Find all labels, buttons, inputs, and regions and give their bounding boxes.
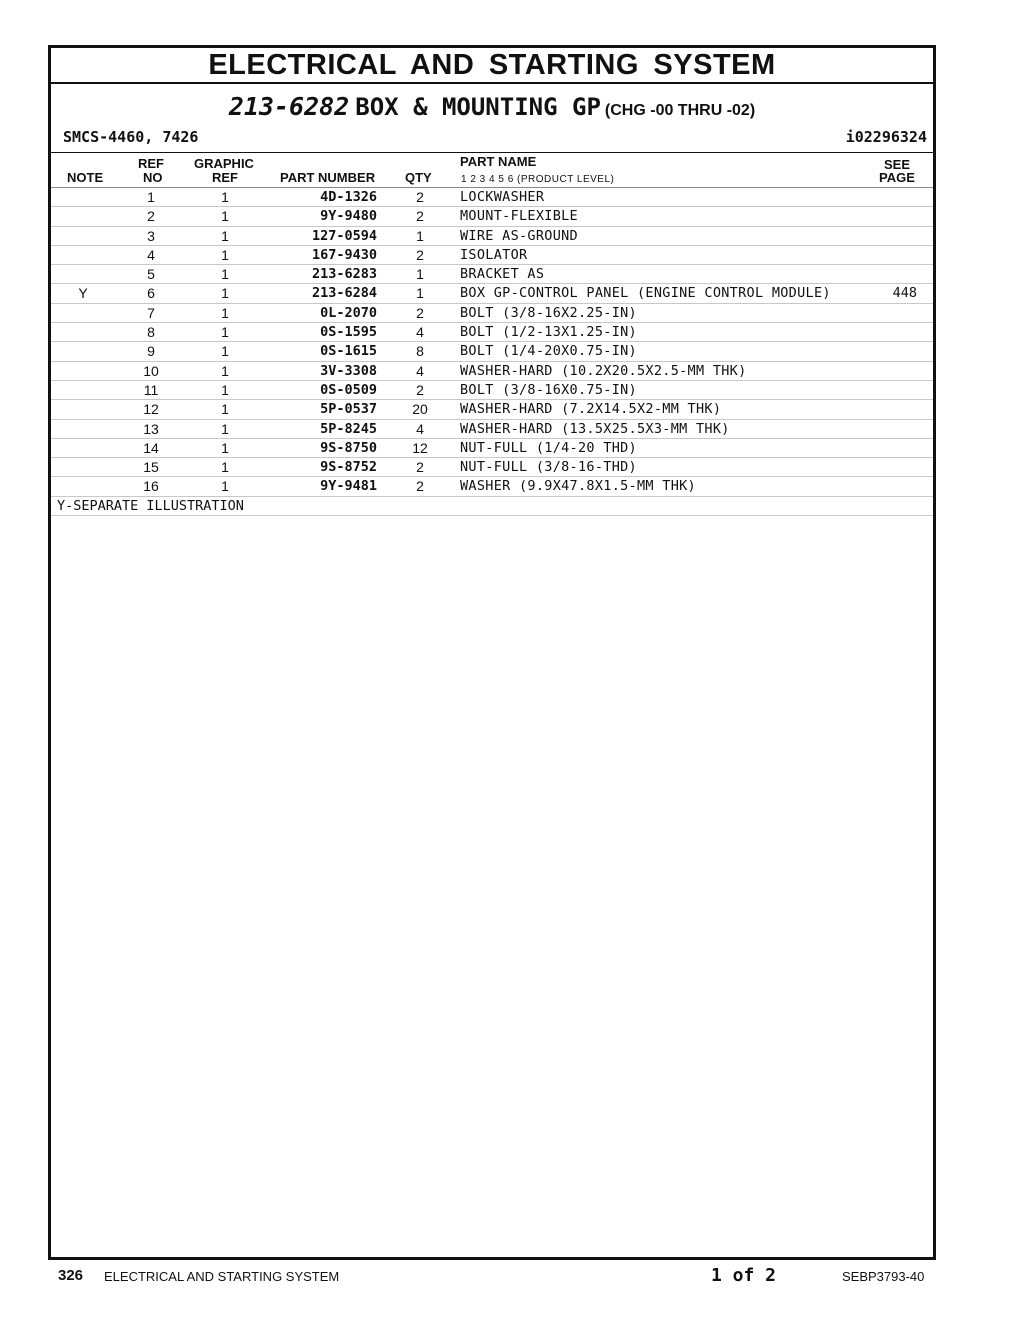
qty-cell: 2	[416, 304, 424, 321]
column-header	[51, 153, 933, 188]
ref-no-cell: 2	[147, 208, 155, 225]
qty-cell: 1	[416, 227, 424, 244]
part-name-cell: NUT-FULL (3/8-16-THD)	[460, 459, 637, 476]
graphic-ref-cell: 1	[221, 304, 229, 321]
ref-no-cell: 9	[147, 343, 155, 360]
qty-cell: 2	[416, 189, 424, 205]
part-number-cell: 213-6284	[311, 285, 377, 302]
qty-cell: 2	[416, 459, 424, 476]
ref-no-cell: 4	[147, 246, 155, 263]
col-note: NOTE	[67, 170, 104, 185]
part-name-cell: BRACKET AS	[460, 266, 545, 283]
ref-no-cell: 11	[143, 381, 159, 398]
part-number-cell: 9Y-9481	[320, 478, 377, 495]
product-levels: 1 2 3 4 5 6 (PRODUCT LEVEL)	[461, 174, 615, 185]
col-ref-top: REF	[138, 156, 164, 171]
graphic-ref-cell: 1	[221, 266, 229, 283]
graphic-ref-cell: 1	[221, 420, 229, 437]
qty-cell: 2	[416, 246, 424, 263]
ref-no-cell: 8	[147, 324, 155, 341]
qty-cell: 8	[416, 343, 424, 360]
graphic-ref-cell: 1	[221, 324, 229, 341]
table-row	[51, 284, 933, 303]
change-range: (CHG -00 THRU -02)	[604, 102, 756, 119]
page-footer	[0, 1265, 1020, 1289]
ref-no-cell: 15	[143, 459, 159, 476]
illustration-id: i02296324	[845, 128, 927, 146]
table-row	[51, 458, 933, 477]
part-number-cell: 0S-1595	[320, 324, 377, 341]
col-graphic-bottom: REF	[212, 170, 238, 185]
part-name-cell: WIRE AS-GROUND	[460, 227, 578, 244]
graphic-ref-cell: 1	[221, 208, 229, 225]
ref-no-cell: 5	[147, 266, 155, 283]
part-number-cell: 0S-0509	[320, 381, 377, 398]
qty-cell: 12	[412, 439, 428, 456]
qty-cell: 4	[416, 420, 424, 437]
graphic-ref-cell: 1	[221, 459, 229, 476]
group-part-number: 213-6282	[228, 92, 350, 121]
part-name-cell: NUT-FULL (1/4-20 THD)	[460, 439, 637, 456]
part-number-cell: 9Y-9480	[320, 208, 377, 225]
graphic-ref-cell: 1	[221, 189, 229, 205]
part-name-cell: BOX GP-CONTROL PANEL (ENGINE CONTROL MODULE)	[460, 285, 831, 302]
part-name-cell: WASHER (9.9X47.8X1.5-MM THK)	[460, 478, 696, 495]
ref-no-cell: 12	[143, 401, 159, 418]
graphic-ref-cell: 1	[221, 401, 229, 418]
group-subtitle	[51, 84, 933, 124]
part-name-cell: BOLT (1/2-13X1.25-IN)	[460, 324, 637, 341]
part-number-cell: 4D-1326	[320, 189, 377, 205]
col-see-top: SEE	[884, 157, 911, 172]
col-part-number: PART NUMBER	[280, 170, 376, 185]
part-number-cell: 167-9430	[311, 246, 377, 263]
doc-id: SEBP3793-40	[842, 1269, 925, 1284]
parts-list-frame	[48, 45, 936, 1260]
table-row	[51, 362, 933, 381]
part-number-cell: 0S-1615	[320, 343, 377, 360]
part-name-cell: WASHER-HARD (10.2X20.5X2.5-MM THK)	[460, 362, 747, 379]
ref-no-cell: 3	[147, 227, 155, 244]
part-name-cell: MOUNT-FLEXIBLE	[460, 208, 578, 225]
qty-cell: 2	[416, 478, 424, 495]
table-row	[51, 420, 933, 439]
part-number-cell: 9S-8750	[320, 439, 377, 456]
col-part-name: PART NAME	[460, 154, 537, 169]
table-row	[51, 188, 933, 207]
part-name-cell: ISOLATOR	[460, 246, 528, 263]
table-row	[51, 477, 933, 496]
qty-cell: 4	[416, 324, 424, 341]
graphic-ref-cell: 1	[221, 362, 229, 379]
ref-no-cell: 14	[143, 439, 159, 456]
part-name-cell: BOLT (3/8-16X2.25-IN)	[460, 304, 637, 321]
graphic-ref-cell: 1	[221, 227, 229, 244]
qty-cell: 1	[416, 266, 424, 283]
group-name: BOX & MOUNTING GP	[355, 93, 601, 121]
part-number-cell: 3V-3308	[320, 362, 377, 379]
parts-table-body	[51, 188, 933, 497]
qty-cell: 2	[416, 208, 424, 225]
table-row	[51, 227, 933, 246]
col-ref-bottom: NO	[143, 170, 163, 185]
col-see-bottom: PAGE	[879, 170, 915, 185]
table-row	[51, 342, 933, 361]
graphic-ref-cell: 1	[221, 381, 229, 398]
footer-section: ELECTRICAL AND STARTING SYSTEM	[104, 1269, 340, 1284]
part-name-cell: BOLT (1/4-20X0.75-IN)	[460, 343, 637, 360]
table-row	[51, 439, 933, 458]
table-row	[51, 265, 933, 284]
graphic-ref-cell: 1	[221, 439, 229, 456]
note-cell: Y	[78, 285, 88, 302]
ref-no-cell: 16	[143, 478, 159, 495]
page-number: 326	[58, 1267, 84, 1284]
info-bar	[51, 124, 933, 153]
qty-cell: 1	[416, 285, 424, 302]
graphic-ref-cell: 1	[221, 246, 229, 263]
part-name-cell: LOCKWASHER	[460, 189, 545, 205]
graphic-ref-cell: 1	[221, 343, 229, 360]
table-row	[51, 400, 933, 419]
part-number-cell: 127-0594	[311, 227, 377, 244]
table-row	[51, 304, 933, 323]
table-row	[51, 323, 933, 342]
page-of: 1 of 2	[711, 1265, 777, 1286]
part-number-cell: 5P-8245	[320, 420, 377, 437]
table-row	[51, 207, 933, 226]
ref-no-cell: 6	[147, 285, 155, 302]
part-name-cell: WASHER-HARD (7.2X14.5X2-MM THK)	[460, 401, 722, 418]
graphic-ref-cell: 1	[221, 478, 229, 495]
part-name-cell: BOLT (3/8-16X0.75-IN)	[460, 381, 637, 398]
footnote-row	[51, 497, 933, 516]
qty-cell: 4	[416, 362, 424, 379]
table-row	[51, 381, 933, 400]
table-row	[51, 246, 933, 265]
part-number-cell: 5P-0537	[320, 401, 377, 418]
part-name-cell: WASHER-HARD (13.5X25.5X3-MM THK)	[460, 420, 730, 437]
graphic-ref-cell: 1	[221, 285, 229, 302]
qty-cell: 20	[412, 401, 428, 418]
ref-no-cell: 1	[147, 189, 155, 205]
col-qty: QTY	[405, 170, 432, 185]
smcs-code: SMCS-4460, 7426	[63, 128, 199, 146]
part-number-cell: 213-6283	[311, 266, 377, 283]
ref-no-cell: 13	[143, 420, 159, 437]
ref-no-cell: 7	[147, 304, 155, 321]
see-page-cell: 448	[892, 285, 917, 302]
page-title: ELECTRICAL AND STARTING SYSTEM	[51, 48, 933, 84]
ref-no-cell: 10	[143, 362, 159, 379]
qty-cell: 2	[416, 381, 424, 398]
footnote: Y-SEPARATE ILLUSTRATION	[57, 497, 244, 514]
part-number-cell: 9S-8752	[320, 459, 377, 476]
col-graphic-top: GRAPHIC	[194, 156, 254, 171]
part-number-cell: 0L-2070	[320, 304, 377, 321]
